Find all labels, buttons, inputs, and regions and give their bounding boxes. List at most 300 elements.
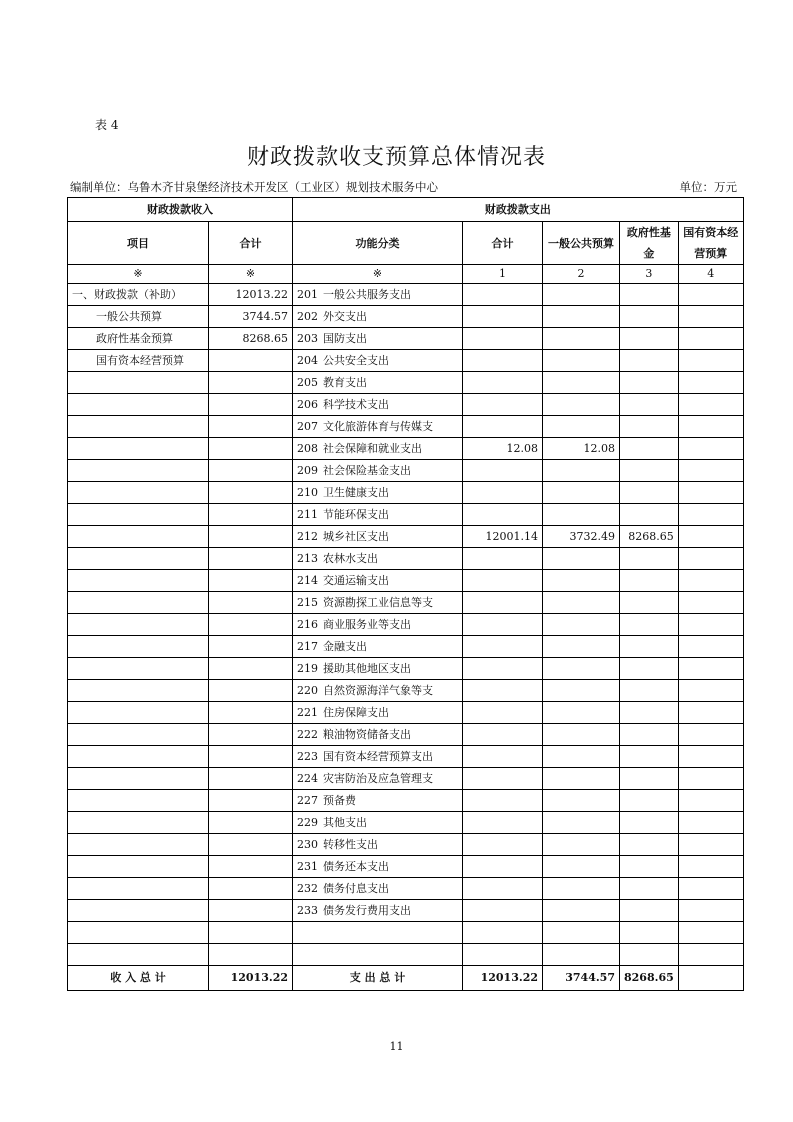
function-code: 204	[297, 354, 318, 367]
state-capital-cell	[678, 636, 743, 658]
expense-total-cell	[463, 900, 543, 922]
function-code: 223	[297, 750, 318, 763]
page-number: 11	[389, 1040, 404, 1053]
table-row	[68, 900, 744, 922]
general-budget-cell	[543, 592, 620, 614]
general-budget-cell	[543, 328, 620, 350]
index-cell: 4	[678, 265, 743, 284]
income-item-cell	[68, 482, 209, 504]
income-amount-cell	[209, 702, 293, 724]
general-budget-cell	[543, 724, 620, 746]
page-title: 财政拨款收支预算总体情况表	[246, 145, 546, 170]
general-budget-cell	[543, 548, 620, 570]
function-code: 206	[297, 398, 318, 411]
table-row	[68, 350, 744, 372]
expense-group-header: 财政拨款支出	[293, 198, 744, 222]
general-budget-cell	[543, 284, 620, 306]
income-item-cell	[68, 460, 209, 482]
function-name: 文化旅游体育与传媒支	[323, 420, 433, 433]
function-class-cell	[293, 592, 463, 614]
function-name: 一般公共服务支出	[323, 288, 411, 301]
income-item-cell	[68, 592, 209, 614]
expense-total-cell	[463, 416, 543, 438]
col-header-item: 项目	[68, 222, 209, 265]
function-code: 202	[297, 310, 318, 323]
expense-total-cell	[463, 636, 543, 658]
function-class-cell	[293, 658, 463, 680]
index-cell: 1	[463, 265, 543, 284]
state-capital-cell	[678, 526, 743, 548]
function-class-cell	[293, 834, 463, 856]
gov-fund-cell	[620, 724, 679, 746]
function-code: 205	[297, 376, 318, 389]
function-name: 金融支出	[323, 640, 367, 653]
expense-total-cell	[463, 680, 543, 702]
income-item-cell: 国有资本经营预算	[68, 350, 209, 372]
function-name: 卫生健康支出	[323, 486, 389, 499]
function-class-cell	[293, 372, 463, 394]
function-name: 国有资本经营预算支出	[323, 750, 433, 763]
general-budget-cell	[543, 460, 620, 482]
gov-fund-cell	[620, 284, 679, 306]
state-capital-cell	[678, 724, 743, 746]
function-code: 209	[297, 464, 318, 477]
state-capital-cell	[678, 592, 743, 614]
income-amount-cell	[209, 570, 293, 592]
function-name: 住房保障支出	[323, 706, 389, 719]
state-capital-cell	[678, 878, 743, 900]
function-code: 216	[297, 618, 318, 631]
gov-fund-cell	[620, 482, 679, 504]
gov-fund-cell	[620, 592, 679, 614]
gov-fund-cell	[620, 350, 679, 372]
function-name: 城乡社区支出	[323, 530, 389, 543]
income-amount-cell	[209, 636, 293, 658]
general-budget-cell: 12.08	[543, 438, 620, 460]
general-budget-cell	[543, 768, 620, 790]
function-code: 227	[297, 794, 318, 807]
function-name: 交通运输支出	[323, 574, 389, 587]
income-amount-cell	[209, 922, 293, 944]
state-capital-cell	[678, 746, 743, 768]
table-row	[68, 812, 744, 834]
state-capital-cell	[678, 416, 743, 438]
table-row	[68, 306, 744, 328]
income-amount-cell	[209, 834, 293, 856]
function-class-cell	[293, 900, 463, 922]
function-code: 211	[297, 508, 318, 521]
expense-fund-total: 8268.65	[620, 966, 679, 991]
general-budget-cell	[543, 746, 620, 768]
function-name: 债务付息支出	[323, 882, 389, 895]
general-budget-cell	[543, 878, 620, 900]
income-amount-cell	[209, 592, 293, 614]
general-budget-cell	[543, 834, 620, 856]
state-capital-cell	[678, 790, 743, 812]
income-amount-cell	[209, 878, 293, 900]
function-class-cell	[293, 306, 463, 328]
function-class-cell	[293, 548, 463, 570]
state-capital-cell	[678, 328, 743, 350]
expense-total-cell	[463, 372, 543, 394]
expense-total-cell	[463, 460, 543, 482]
income-item-cell	[68, 614, 209, 636]
income-amount-cell	[209, 504, 293, 526]
general-budget-cell	[543, 658, 620, 680]
function-class-cell	[293, 922, 463, 944]
function-class-cell	[293, 680, 463, 702]
index-cell: 2	[543, 265, 620, 284]
state-capital-cell	[678, 306, 743, 328]
gov-fund-cell	[620, 944, 679, 966]
income-amount-cell	[209, 768, 293, 790]
income-amount-cell	[209, 812, 293, 834]
income-amount-cell	[209, 526, 293, 548]
general-budget-cell	[543, 702, 620, 724]
function-class-cell	[293, 328, 463, 350]
function-code: 203	[297, 332, 318, 345]
table-row	[68, 746, 744, 768]
general-budget-cell: 3732.49	[543, 526, 620, 548]
function-class-cell	[293, 284, 463, 306]
function-class-cell	[293, 746, 463, 768]
income-total-label: 收 入 总 计	[68, 966, 209, 991]
function-code: 221	[297, 706, 318, 719]
general-budget-cell	[543, 856, 620, 878]
table-row	[68, 834, 744, 856]
state-capital-cell	[678, 504, 743, 526]
col-header-total: 合计	[209, 222, 293, 265]
function-name: 援助其他地区支出	[323, 662, 411, 675]
function-class-cell	[293, 812, 463, 834]
income-amount-cell	[209, 350, 293, 372]
gov-fund-cell: 8268.65	[620, 526, 679, 548]
table-row	[68, 328, 744, 350]
table-row	[68, 636, 744, 658]
expense-total-cell	[463, 482, 543, 504]
table-row	[68, 944, 744, 966]
state-capital-cell	[678, 284, 743, 306]
table-row	[68, 790, 744, 812]
table-row	[68, 372, 744, 394]
function-class-cell	[293, 416, 463, 438]
gov-fund-cell	[620, 856, 679, 878]
gov-fund-cell	[620, 878, 679, 900]
gov-fund-cell	[620, 680, 679, 702]
income-amount-cell	[209, 614, 293, 636]
state-capital-cell	[678, 702, 743, 724]
state-capital-cell	[678, 856, 743, 878]
income-amount-cell	[209, 372, 293, 394]
expense-total-cell	[463, 614, 543, 636]
gov-fund-cell	[620, 548, 679, 570]
function-name: 节能环保支出	[323, 508, 389, 521]
function-name: 外交支出	[323, 310, 367, 323]
income-item-cell: 政府性基金预算	[68, 328, 209, 350]
table-row	[68, 724, 744, 746]
gov-fund-cell	[620, 790, 679, 812]
state-capital-cell	[678, 570, 743, 592]
income-amount-cell	[209, 658, 293, 680]
state-capital-cell	[678, 394, 743, 416]
function-class-cell	[293, 526, 463, 548]
function-class-cell	[293, 790, 463, 812]
expense-total-cell: 12.08	[463, 438, 543, 460]
function-code: 208	[297, 442, 318, 455]
table-row	[68, 768, 744, 790]
function-name: 债务发行费用支出	[323, 904, 411, 917]
expense-total-cell: 12001.14	[463, 526, 543, 548]
expense-capital-total	[678, 966, 743, 991]
totals-row	[68, 966, 744, 991]
general-budget-cell	[543, 306, 620, 328]
state-capital-cell	[678, 680, 743, 702]
function-code: 219	[297, 662, 318, 675]
function-code: 210	[297, 486, 318, 499]
income-item-cell	[68, 834, 209, 856]
function-code: 224	[297, 772, 318, 785]
function-class-cell	[293, 614, 463, 636]
state-capital-cell	[678, 834, 743, 856]
index-cell: 3	[620, 265, 679, 284]
general-budget-cell	[543, 570, 620, 592]
function-code: 212	[297, 530, 318, 543]
state-capital-cell	[678, 812, 743, 834]
income-amount-cell: 8268.65	[209, 328, 293, 350]
income-item-cell	[68, 724, 209, 746]
table-row	[68, 504, 744, 526]
income-item-cell	[68, 636, 209, 658]
expense-total-cell	[463, 394, 543, 416]
expense-total-cell	[463, 944, 543, 966]
function-name: 农林水支出	[323, 552, 378, 565]
income-item-cell	[68, 438, 209, 460]
general-budget-cell	[543, 636, 620, 658]
general-budget-cell	[543, 922, 620, 944]
income-amount-cell: 3744.57	[209, 306, 293, 328]
function-name: 公共安全支出	[323, 354, 389, 367]
index-cell: ※	[68, 265, 209, 284]
table-row	[68, 438, 744, 460]
table-row	[68, 702, 744, 724]
expense-total-cell	[463, 306, 543, 328]
function-code: 229	[297, 816, 318, 829]
expense-total-cell	[463, 878, 543, 900]
expense-total-cell	[463, 856, 543, 878]
gov-fund-cell	[620, 900, 679, 922]
function-name: 社会保障和就业支出	[323, 442, 422, 455]
gov-fund-cell	[620, 416, 679, 438]
income-amount-cell	[209, 394, 293, 416]
income-item-cell	[68, 900, 209, 922]
expense-total-cell	[463, 724, 543, 746]
table-number: 表 4	[95, 118, 119, 132]
function-name: 社会保险基金支出	[323, 464, 411, 477]
expense-total-cell	[463, 746, 543, 768]
compiling-unit: 编制单位：乌鲁木齐甘泉堡经济技术开发区（工业区）规划技术服务中心	[70, 180, 438, 194]
function-name: 债务还本支出	[323, 860, 389, 873]
table-row	[68, 526, 744, 548]
expense-total-cell	[463, 284, 543, 306]
income-item-cell	[68, 702, 209, 724]
income-amount-cell	[209, 724, 293, 746]
function-class-cell	[293, 878, 463, 900]
income-amount-cell	[209, 790, 293, 812]
gov-fund-cell	[620, 922, 679, 944]
state-capital-cell	[678, 372, 743, 394]
income-item-cell	[68, 922, 209, 944]
general-budget-cell	[543, 372, 620, 394]
income-item-cell	[68, 944, 209, 966]
table-row	[68, 592, 744, 614]
col-header-state-capital: 国有资本经营预算	[678, 222, 743, 265]
index-row	[68, 265, 744, 284]
function-code: 230	[297, 838, 318, 851]
gov-fund-cell	[620, 394, 679, 416]
function-class-cell	[293, 570, 463, 592]
income-amount-cell	[209, 900, 293, 922]
income-item-cell	[68, 768, 209, 790]
function-name: 预备费	[323, 794, 356, 807]
general-budget-cell	[543, 416, 620, 438]
table-row	[68, 416, 744, 438]
function-name: 资源勘探工业信息等支	[323, 596, 433, 609]
income-item-cell	[68, 746, 209, 768]
gov-fund-cell	[620, 306, 679, 328]
expense-total-cell	[463, 328, 543, 350]
index-cell: ※	[209, 265, 293, 284]
function-code: 214	[297, 574, 318, 587]
state-capital-cell	[678, 900, 743, 922]
function-class-cell	[293, 438, 463, 460]
general-budget-cell	[543, 504, 620, 526]
income-item-cell	[68, 416, 209, 438]
gov-fund-cell	[620, 504, 679, 526]
income-item-cell	[68, 658, 209, 680]
function-code: 233	[297, 904, 318, 917]
expense-total-cell	[463, 790, 543, 812]
function-code: 201	[297, 288, 318, 301]
expense-total-cell	[463, 922, 543, 944]
expense-total-cell	[463, 658, 543, 680]
function-code: 232	[297, 882, 318, 895]
function-name: 自然资源海洋气象等支	[323, 684, 433, 697]
table-row	[68, 680, 744, 702]
function-code: 213	[297, 552, 318, 565]
income-amount-cell	[209, 438, 293, 460]
gov-fund-cell	[620, 570, 679, 592]
income-amount-cell	[209, 548, 293, 570]
function-code: 217	[297, 640, 318, 653]
table-row	[68, 394, 744, 416]
income-amount-cell: 12013.22	[209, 284, 293, 306]
index-cell: ※	[293, 265, 463, 284]
state-capital-cell	[678, 768, 743, 790]
function-class-cell	[293, 702, 463, 724]
expense-total-cell	[463, 350, 543, 372]
function-class-cell	[293, 482, 463, 504]
function-code: 231	[297, 860, 318, 873]
table-row	[68, 614, 744, 636]
income-item-cell: 一般公共预算	[68, 306, 209, 328]
function-class-cell	[293, 944, 463, 966]
state-capital-cell	[678, 658, 743, 680]
expense-total-cell	[463, 768, 543, 790]
state-capital-cell	[678, 944, 743, 966]
state-capital-cell	[678, 922, 743, 944]
income-item-cell	[68, 790, 209, 812]
expense-total-cell	[463, 548, 543, 570]
state-capital-cell	[678, 548, 743, 570]
income-item-cell	[68, 570, 209, 592]
gov-fund-cell	[620, 372, 679, 394]
general-budget-cell	[543, 394, 620, 416]
function-code: 215	[297, 596, 318, 609]
table-row	[68, 460, 744, 482]
income-item-cell	[68, 548, 209, 570]
gov-fund-cell	[620, 746, 679, 768]
budget-table	[67, 197, 744, 991]
table-row	[68, 856, 744, 878]
function-class-cell	[293, 504, 463, 526]
expense-total-amount: 12013.22	[463, 966, 543, 991]
general-budget-cell	[543, 812, 620, 834]
general-budget-cell	[543, 350, 620, 372]
expense-general-total: 3744.57	[543, 966, 620, 991]
function-name: 国防支出	[323, 332, 367, 345]
expense-total-cell	[463, 834, 543, 856]
income-amount-cell	[209, 460, 293, 482]
gov-fund-cell	[620, 834, 679, 856]
group-header-row	[68, 198, 744, 222]
income-amount-cell	[209, 482, 293, 504]
col-header-func-class: 功能分类	[293, 222, 463, 265]
col-header-general-budget: 一般公共预算	[543, 222, 620, 265]
gov-fund-cell	[620, 460, 679, 482]
table-row	[68, 878, 744, 900]
function-class-cell	[293, 856, 463, 878]
function-name: 转移性支出	[323, 838, 378, 851]
function-class-cell	[293, 460, 463, 482]
gov-fund-cell	[620, 768, 679, 790]
function-name: 科学技术支出	[323, 398, 389, 411]
col-header-gov-fund: 政府性基金	[620, 222, 679, 265]
currency-unit: 单位：万元	[679, 180, 737, 194]
general-budget-cell	[543, 944, 620, 966]
col-header-exp-total: 合计	[463, 222, 543, 265]
function-code: 207	[297, 420, 318, 433]
function-name: 灾害防治及应急管理支	[323, 772, 433, 785]
function-name: 其他支出	[323, 816, 367, 829]
income-amount-cell	[209, 856, 293, 878]
income-item-cell	[68, 504, 209, 526]
income-amount-cell	[209, 746, 293, 768]
state-capital-cell	[678, 438, 743, 460]
table-row	[68, 658, 744, 680]
gov-fund-cell	[620, 812, 679, 834]
income-amount-cell	[209, 680, 293, 702]
general-budget-cell	[543, 790, 620, 812]
function-code: 220	[297, 684, 318, 697]
income-item-cell	[68, 680, 209, 702]
general-budget-cell	[543, 482, 620, 504]
state-capital-cell	[678, 482, 743, 504]
expense-total-cell	[463, 702, 543, 724]
function-class-cell	[293, 350, 463, 372]
income-total-amount: 12013.22	[209, 966, 293, 991]
general-budget-cell	[543, 680, 620, 702]
state-capital-cell	[678, 350, 743, 372]
